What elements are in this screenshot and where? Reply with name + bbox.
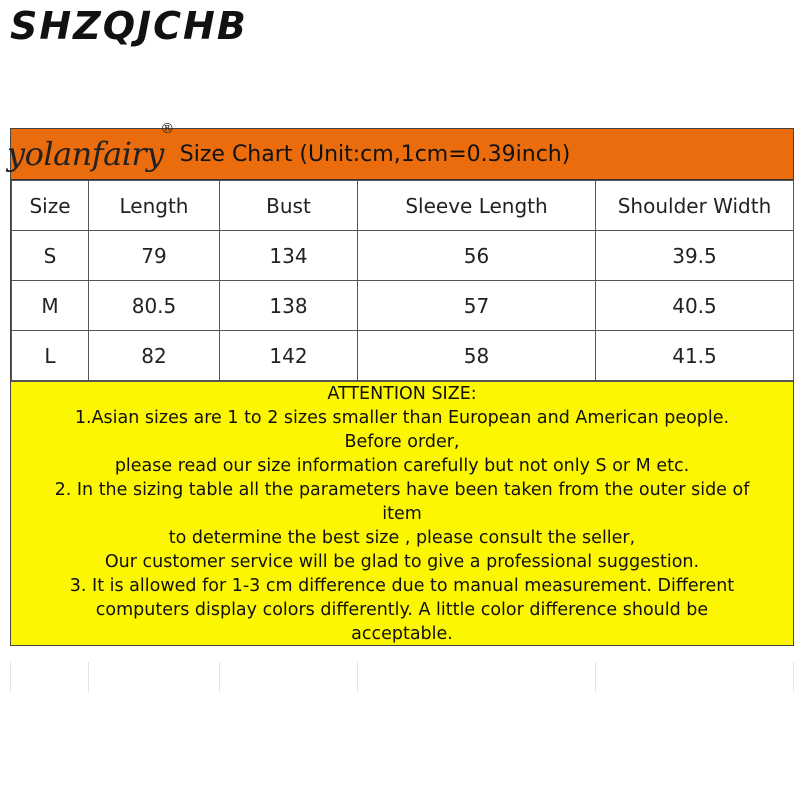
table-cell: 80.5 bbox=[89, 281, 220, 331]
table-row bbox=[12, 231, 794, 281]
notes-line: Before order, bbox=[344, 432, 460, 452]
table-row bbox=[12, 331, 794, 381]
size-chart bbox=[7, 121, 794, 646]
table-cell: 56 bbox=[358, 231, 596, 281]
attention-notes bbox=[11, 381, 793, 645]
notes-heading: ATTENTION SIZE: bbox=[327, 384, 477, 404]
notes-line: computers display colors differently. A little color difference should be bbox=[95, 600, 709, 620]
table-cell: 138 bbox=[220, 281, 358, 331]
notes-line: acceptable. bbox=[351, 624, 453, 644]
table-cell: 142 bbox=[220, 331, 358, 381]
table-cell: 58 bbox=[358, 331, 596, 381]
watermark-text: SHZQJCHB bbox=[10, 4, 248, 48]
table-cell: 40.5 bbox=[596, 281, 794, 331]
size-table bbox=[11, 180, 794, 381]
column-header-sleeve-length: Sleeve Length bbox=[358, 181, 596, 231]
table-cell: 57 bbox=[358, 281, 596, 331]
table-cell: 134 bbox=[220, 231, 358, 281]
table-cell: L bbox=[12, 331, 89, 381]
column-header-length: Length bbox=[89, 181, 220, 231]
registered-mark: ® bbox=[160, 121, 174, 137]
column-header-bust: Bust bbox=[220, 181, 358, 231]
notes-line: to determine the best size , please consult the seller, bbox=[168, 528, 636, 548]
column-header-size: Size bbox=[12, 181, 89, 231]
faded-table-lines bbox=[10, 662, 794, 692]
table-cell: 79 bbox=[89, 231, 220, 281]
notes-line: 3. It is allowed for 1-3 cm difference due to manual measurement. Different bbox=[69, 576, 735, 596]
chart-header bbox=[7, 121, 793, 180]
notes-line: item bbox=[382, 504, 422, 524]
table-cell: M bbox=[12, 281, 89, 331]
table-cell: 82 bbox=[89, 331, 220, 381]
table-header-row bbox=[12, 181, 794, 231]
table-row bbox=[12, 281, 794, 331]
table-cell: S bbox=[12, 231, 89, 281]
column-header-shoulder-width: Shoulder Width bbox=[596, 181, 794, 231]
table-cell: 41.5 bbox=[596, 331, 794, 381]
chart-title: Size Chart (Unit:cm,1cm=0.39inch) bbox=[179, 141, 571, 167]
notes-line: 2. In the sizing table all the parameters have been taken from the outer side of bbox=[54, 480, 750, 500]
notes-line: Our customer service will be glad to give a professional suggestion. bbox=[104, 552, 700, 572]
notes-line: please read our size information carefully but not only S or M etc. bbox=[114, 456, 690, 476]
notes-line: 1.Asian sizes are 1 to 2 sizes smaller than European and American people. bbox=[74, 408, 730, 428]
brand-logo bbox=[7, 121, 174, 173]
table-cell: 39.5 bbox=[596, 231, 794, 281]
brand-name: yolanfairy bbox=[7, 135, 164, 173]
